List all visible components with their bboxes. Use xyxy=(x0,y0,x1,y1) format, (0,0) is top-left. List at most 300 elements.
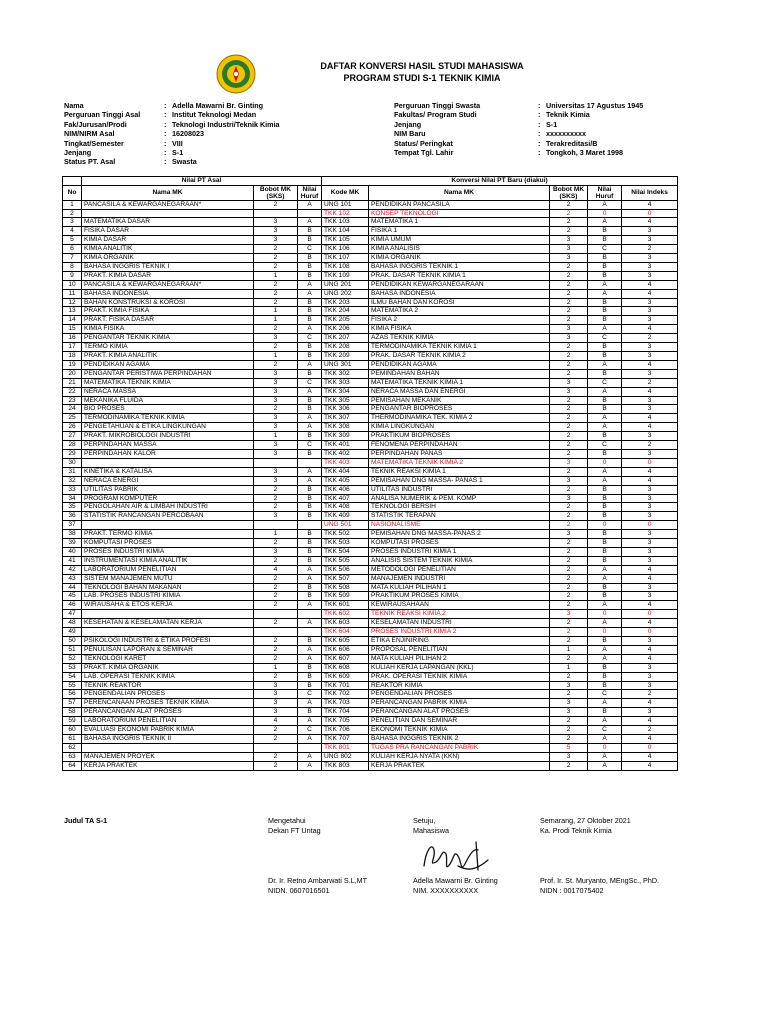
cell-nama-mk-baru: BAHASA INDONESIA xyxy=(369,289,550,298)
cell-kode-mk: TKK 704 xyxy=(322,708,369,717)
cell-bobot: 1 xyxy=(254,432,298,441)
cell-nilai-huruf-baru: 0 xyxy=(588,458,622,467)
cell-bobot: 2 xyxy=(254,645,298,654)
cell-bobot-baru: 3 xyxy=(550,681,588,690)
cell-nama-mk: FISIKA DASAR xyxy=(82,227,254,236)
cell-nilai-huruf: B xyxy=(298,271,322,280)
mahasiswa-block xyxy=(413,816,449,836)
cell-nama-mk: TERMO KIMIA xyxy=(82,343,254,352)
cell-nilai-huruf-baru: A xyxy=(588,654,622,663)
cell-kode-mk: TKK 606 xyxy=(322,645,369,654)
info-label: Status/ Peringkat xyxy=(394,138,453,148)
info-label: Fak/Jurusan/Prodi xyxy=(64,119,127,129)
cell-nama-mk: PRAKT. KIMIA ANALITIK xyxy=(82,352,254,361)
cell-bobot: 3 xyxy=(254,334,298,343)
cell-nilai-huruf xyxy=(298,458,322,467)
kaprodi-signature xyxy=(540,876,659,896)
cell-nilai-huruf-baru: A xyxy=(588,699,622,708)
cell-nama-mk: LAB. OPERASI TEKNIK KIMIA xyxy=(82,672,254,681)
cell-nama-mk: BAHASA INGGRIS TEKNIK II xyxy=(82,734,254,743)
cell-bobot-baru: 2 xyxy=(550,654,588,663)
cell-nilai-indeks: 3 xyxy=(622,254,678,263)
cell-bobot: 3 xyxy=(254,681,298,690)
cell-no: 22 xyxy=(63,387,82,396)
cell-kode-mk: TKK 504 xyxy=(322,547,369,556)
cell-nilai-indeks: 3 xyxy=(622,583,678,592)
info-colon: : xyxy=(164,129,167,139)
cell-nilai-huruf-baru: B xyxy=(588,449,622,458)
cell-kode-mk: UNG 201 xyxy=(322,280,369,289)
cell-bobot-baru: 1 xyxy=(550,645,588,654)
cell-nilai-huruf: C xyxy=(298,441,322,450)
cell-nama-mk: KINETIKA & KATALISA xyxy=(82,467,254,476)
cell-nama-mk: KERJA PRAKTEK xyxy=(82,761,254,770)
table-row xyxy=(63,378,678,387)
cell-nilai-huruf-baru: A xyxy=(588,414,622,423)
cell-no: 62 xyxy=(63,743,82,752)
cell-nama-mk-baru: TEKNIK REAKSI KIMIA 2 xyxy=(369,610,550,619)
table-row xyxy=(63,663,678,672)
cell-bobot-baru: 2 xyxy=(550,360,588,369)
cell-nilai-huruf-baru: A xyxy=(588,761,622,770)
table-row xyxy=(63,583,678,592)
cell-bobot-baru: 2 xyxy=(550,637,588,646)
cell-kode-mk: TKK 103 xyxy=(322,218,369,227)
info-label: Jenjang xyxy=(64,148,92,158)
cell-nilai-huruf: A xyxy=(298,574,322,583)
cell-nama-mk-baru: PROPOSAL PENELITIAN xyxy=(369,645,550,654)
cell-kode-mk: TKK 502 xyxy=(322,530,369,539)
cell-kode-mk: TKK 109 xyxy=(322,271,369,280)
cell-no: 54 xyxy=(63,672,82,681)
dekan-signature xyxy=(268,876,367,896)
cell-nama-mk-baru: KOMPUTASI PROSES xyxy=(369,539,550,548)
cell-no: 5 xyxy=(63,236,82,245)
cell-nama-mk: STATISTIK RANCANGAN PERCOBAAN xyxy=(82,512,254,521)
cell-nilai-huruf: B xyxy=(298,405,322,414)
dekan-title: Dekan FT Untag xyxy=(268,826,321,835)
cell-nama-mk-baru: PENDIDIKAN AGAMA xyxy=(369,360,550,369)
cell-bobot-baru: 2 xyxy=(550,619,588,628)
cell-nama-mk-baru: BAHASA INGGRIS TEKNIK 2 xyxy=(369,734,550,743)
cell-nilai-huruf-baru: B xyxy=(588,405,622,414)
cell-bobot-baru: 2 xyxy=(550,405,588,414)
col-bobot-baru: Bobot MK (SKS) xyxy=(550,185,588,200)
cell-kode-mk: TKK 207 xyxy=(322,334,369,343)
cell-nilai-huruf-baru: A xyxy=(588,601,622,610)
cell-bobot: 2 xyxy=(254,601,298,610)
info-colon: : xyxy=(164,119,167,129)
cell-nama-mk: PENGETAHUAN & ETIKA LINGKUNGAN xyxy=(82,423,254,432)
cell-bobot-baru: 2 xyxy=(550,565,588,574)
info-row xyxy=(394,139,643,148)
cell-kode-mk: TKK 302 xyxy=(322,369,369,378)
cell-nilai-huruf: C xyxy=(298,334,322,343)
cell-nilai-indeks: 4 xyxy=(622,414,678,423)
info-value: Adella Mawarni Br. Ginting xyxy=(172,101,264,110)
cell-bobot-baru: 2 xyxy=(550,218,588,227)
cell-nama-mk-baru: KIMIA UMUM xyxy=(369,236,550,245)
cell-nilai-huruf-baru: B xyxy=(588,271,622,280)
cell-nama-mk: PERENCANAAN PROSES TEKNIK KIMIA xyxy=(82,699,254,708)
cell-nama-mk-baru: PRAK. DASAR TEKNIK KIMIA 1 xyxy=(369,271,550,280)
cell-bobot-baru: 3 xyxy=(550,708,588,717)
cell-bobot: 1 xyxy=(254,307,298,316)
cell-no: 29 xyxy=(63,449,82,458)
cell-nama-mk-baru: KIMIA ANALISIS xyxy=(369,245,550,254)
cell-nama-mk: PANCASILA & KEWARGANEGARAAN* xyxy=(82,280,254,289)
cell-nilai-indeks: 3 xyxy=(622,396,678,405)
cell-no: 9 xyxy=(63,271,82,280)
cell-nilai-huruf-baru: A xyxy=(588,574,622,583)
info-colon: : xyxy=(164,138,167,148)
cell-nama-mk: KIMIA ORGANIK xyxy=(82,254,254,263)
cell-nama-mk-baru: NERACA MASSA DAN ENERGI xyxy=(369,387,550,396)
cell-no: 49 xyxy=(63,628,82,637)
col-bobot: Bobot MK (SKS) xyxy=(254,185,298,200)
table-row xyxy=(63,423,678,432)
cell-bobot: 2 xyxy=(254,254,298,263)
table-row xyxy=(63,654,678,663)
cell-no: 6 xyxy=(63,245,82,254)
cell-nilai-huruf-baru: B xyxy=(588,663,622,672)
cell-nama-mk-baru: PEMINDAHAN BAHAN xyxy=(369,369,550,378)
cell-bobot-baru: 2 xyxy=(550,539,588,548)
table-row xyxy=(63,441,678,450)
cell-nilai-huruf: A xyxy=(298,619,322,628)
student-signature xyxy=(418,836,494,880)
cell-nama-mk-baru: KIMIA FISIKA xyxy=(369,325,550,334)
info-value: Institut Teknologi Medan xyxy=(172,110,257,120)
cell-nilai-indeks: 3 xyxy=(622,708,678,717)
cell-nilai-huruf: A xyxy=(298,360,322,369)
cell-bobot-baru: 3 xyxy=(550,378,588,387)
cell-bobot: 1 xyxy=(254,530,298,539)
cell-no: 41 xyxy=(63,556,82,565)
cell-no: 11 xyxy=(63,289,82,298)
cell-no: 14 xyxy=(63,316,82,325)
cell-nama-mk-baru: MATA KULIAH PILIHAN 1 xyxy=(369,583,550,592)
cell-nama-mk-baru: PROSES INDUSTRI KIMIA 2 xyxy=(369,628,550,637)
cell-no: 13 xyxy=(63,307,82,316)
cell-nilai-huruf-baru: 0 xyxy=(588,209,622,218)
table-row xyxy=(63,512,678,521)
cell-nama-mk: TEKNOLOGI KARET xyxy=(82,654,254,663)
cell-kode-mk: TKK 104 xyxy=(322,227,369,236)
table-row xyxy=(63,218,678,227)
cell-bobot-baru: 2 xyxy=(550,441,588,450)
kaprodi-name: Prof. Ir. St. Muryanto, MEngSc., PhD. xyxy=(540,876,660,885)
table-row xyxy=(63,405,678,414)
cell-nilai-huruf: A xyxy=(298,218,322,227)
cell-nilai-huruf-baru: B xyxy=(588,298,622,307)
cell-no: 15 xyxy=(63,325,82,334)
cell-nilai-indeks: 2 xyxy=(622,690,678,699)
table-row xyxy=(63,343,678,352)
mahasiswa-nim: NIM. XXXXXXXXXX xyxy=(413,886,479,895)
info-colon: : xyxy=(538,148,541,158)
cell-kode-mk: TKK 609 xyxy=(322,672,369,681)
info-label: Perguruan Tinggi Swasta xyxy=(394,101,481,110)
info-row xyxy=(64,129,280,138)
cell-nama-mk-baru: THERMODINAMIKA TEK. KIMIA 2 xyxy=(369,414,550,423)
cell-nilai-huruf-baru: A xyxy=(588,325,622,334)
cell-no: 18 xyxy=(63,352,82,361)
info-value: Terakreditasi/B xyxy=(546,138,598,148)
cell-nama-mk-baru: KIMIA LINGKUNGAN xyxy=(369,423,550,432)
cell-bobot-baru: 1 xyxy=(550,663,588,672)
cell-nama-mk-baru: FENOMENA PERPINDAHAN xyxy=(369,441,550,450)
cell-nama-mk-baru: MATEMATIKA TEKNIK KIMIA 2 xyxy=(369,458,550,467)
cell-kode-mk: TKK 507 xyxy=(322,574,369,583)
cell-kode-mk: TKK 406 xyxy=(322,485,369,494)
cell-nilai-indeks: 0 xyxy=(622,209,678,218)
cell-nilai-indeks: 3 xyxy=(622,485,678,494)
cell-nilai-huruf-baru: B xyxy=(588,352,622,361)
cell-nilai-huruf: B xyxy=(298,494,322,503)
cell-nilai-indeks: 4 xyxy=(622,574,678,583)
cell-kode-mk: TKK 602 xyxy=(322,610,369,619)
cell-kode-mk: TKK 603 xyxy=(322,619,369,628)
cell-bobot: 1 xyxy=(254,271,298,280)
cell-nilai-huruf-baru: B xyxy=(588,485,622,494)
cell-bobot-baru: 3 xyxy=(550,334,588,343)
cell-nilai-huruf-baru: B xyxy=(588,672,622,681)
cell-nama-mk: BIO PROSES xyxy=(82,405,254,414)
cell-nilai-huruf: B xyxy=(298,539,322,548)
cell-bobot-baru: 3 xyxy=(550,494,588,503)
cell-nilai-indeks: 4 xyxy=(622,218,678,227)
cell-no: 43 xyxy=(63,574,82,583)
cell-nama-mk-baru: PROSES INDUSTRI KIMIA 1 xyxy=(369,547,550,556)
cell-nilai-huruf: A xyxy=(298,414,322,423)
cell-nilai-huruf: B xyxy=(298,307,322,316)
cell-no: 2 xyxy=(63,209,82,218)
table-row xyxy=(63,547,678,556)
cell-bobot: 1 xyxy=(254,316,298,325)
table-row xyxy=(63,316,678,325)
cell-bobot-baru: 2 xyxy=(550,449,588,458)
table-row xyxy=(63,619,678,628)
cell-bobot: 3 xyxy=(254,387,298,396)
blank-header xyxy=(63,177,82,186)
cell-kode-mk: TKK 305 xyxy=(322,396,369,405)
baru-group-header: Konversi Nilai PT Baru (diakui) xyxy=(322,177,678,186)
cell-nilai-indeks: 2 xyxy=(622,334,678,343)
cell-nilai-huruf-baru: A xyxy=(588,734,622,743)
table-row xyxy=(63,449,678,458)
cell-no: 58 xyxy=(63,708,82,717)
cell-nama-mk: PROSES INDUSTRI KIMIA xyxy=(82,547,254,556)
table-row xyxy=(63,494,678,503)
cell-bobot-baru: 3 xyxy=(550,699,588,708)
cell-nilai-huruf-baru: B xyxy=(588,262,622,271)
cell-nama-mk-baru: KEWIRAUSAHAAN xyxy=(369,601,550,610)
cell-nilai-huruf-baru: B xyxy=(588,547,622,556)
cell-kode-mk: TKK 505 xyxy=(322,556,369,565)
cell-no: 64 xyxy=(63,761,82,770)
cell-nilai-huruf-baru: B xyxy=(588,708,622,717)
cell-nilai-huruf-baru: A xyxy=(588,289,622,298)
cell-nilai-huruf: C xyxy=(298,726,322,735)
cell-nama-mk-baru: REAKTOR KIMIA xyxy=(369,681,550,690)
cell-no: 63 xyxy=(63,752,82,761)
cell-nama-mk-baru: ANALISA NUMERIK & PEM. KOMP xyxy=(369,494,550,503)
dekan-name: Dr. Ir. Retno Ambarwati S.L,MT xyxy=(268,876,368,885)
cell-bobot: 2 xyxy=(254,752,298,761)
col-nilai-indeks: Nilai Indeks xyxy=(622,185,678,200)
info-label: Fakultas/ Program Studi xyxy=(394,110,477,120)
cell-nilai-indeks: 4 xyxy=(622,565,678,574)
cell-bobot xyxy=(254,628,298,637)
cell-nilai-huruf-baru: A xyxy=(588,645,622,654)
cell-nilai-huruf-baru: B xyxy=(588,592,622,601)
cell-bobot-baru: 2 xyxy=(550,503,588,512)
table-row xyxy=(63,637,678,646)
student-info-left xyxy=(64,101,280,167)
cell-kode-mk: TKK 108 xyxy=(322,262,369,271)
cell-nama-mk-baru: KONSEP TEKNOLOGI xyxy=(369,209,550,218)
cell-bobot: 3 xyxy=(254,512,298,521)
cell-bobot: 2 xyxy=(254,494,298,503)
cell-nilai-huruf-baru: C xyxy=(588,690,622,699)
cell-nilai-huruf-baru: A xyxy=(588,467,622,476)
cell-nilai-huruf: A xyxy=(298,752,322,761)
cell-nama-mk: PRAKT. FISIKA DASAR xyxy=(82,316,254,325)
cell-bobot-baru: 2 xyxy=(550,485,588,494)
cell-nama-mk: PROGRAM KOMPUTER xyxy=(82,494,254,503)
info-colon: : xyxy=(538,110,541,120)
cell-bobot-baru: 3 xyxy=(550,325,588,334)
cell-nilai-indeks: 0 xyxy=(622,628,678,637)
table-row xyxy=(63,699,678,708)
cell-nama-mk-baru: BAHASA INGGRIS TEKNIK 1 xyxy=(369,262,550,271)
cell-nama-mk-baru: ETIKA ENJINIRING xyxy=(369,637,550,646)
col-kode-mk: Kode MK xyxy=(322,185,369,200)
cell-bobot: 3 xyxy=(254,218,298,227)
cell-nilai-indeks: 3 xyxy=(622,556,678,565)
cell-nama-mk-baru: PENGANTAR BIOPROSES xyxy=(369,405,550,414)
cell-nama-mk xyxy=(82,610,254,619)
cell-bobot: 3 xyxy=(254,227,298,236)
cell-nilai-huruf: A xyxy=(298,645,322,654)
info-colon: : xyxy=(538,138,541,148)
info-row xyxy=(64,110,280,119)
cell-nama-mk-baru: STATISTIK TERAPAN xyxy=(369,512,550,521)
cell-nilai-huruf-baru: B xyxy=(588,307,622,316)
cell-bobot: 1 xyxy=(254,352,298,361)
cell-nama-mk: PENULISAN LAPORAN & SEMINAR xyxy=(82,645,254,654)
cell-nama-mk: UTILITAS PABRIK xyxy=(82,485,254,494)
cell-nilai-huruf: B xyxy=(298,352,322,361)
cell-nilai-indeks: 4 xyxy=(622,289,678,298)
info-colon: : xyxy=(164,157,167,167)
cell-nilai-indeks: 4 xyxy=(622,645,678,654)
cell-nilai-huruf: B xyxy=(298,672,322,681)
cell-nilai-huruf xyxy=(298,628,322,637)
cell-nilai-indeks: 4 xyxy=(622,619,678,628)
info-value: 16208023 xyxy=(172,129,204,139)
asal-group-header: Nilai PT Asal xyxy=(82,177,322,186)
cell-kode-mk: TKK 204 xyxy=(322,307,369,316)
cell-bobot: 3 xyxy=(254,699,298,708)
table-row xyxy=(63,672,678,681)
cell-bobot: 3 xyxy=(254,378,298,387)
cell-no: 53 xyxy=(63,663,82,672)
cell-nilai-indeks: 4 xyxy=(622,280,678,289)
cell-bobot: 2 xyxy=(254,734,298,743)
cell-nama-mk: PENDIDIKAN AGAMA xyxy=(82,360,254,369)
info-value: VIII xyxy=(172,138,183,148)
cell-nama-mk-baru: PEMISAHAN MEKANIK xyxy=(369,396,550,405)
table-row xyxy=(63,690,678,699)
cell-kode-mk: TKK 401 xyxy=(322,441,369,450)
date-place: Semarang, 27 Oktober 2021 xyxy=(540,816,631,825)
table-row xyxy=(63,289,678,298)
cell-nama-mk-baru: KULIAH KERJA NYATA (KKN) xyxy=(369,752,550,761)
kaprodi-title: Ka. Prodi Teknik Kimia xyxy=(540,826,612,835)
student-info-right xyxy=(394,101,643,157)
col-nama-mk: Nama MK xyxy=(82,185,254,200)
cell-nama-mk: KESEHATAN & KESELAMATAN KERJA xyxy=(82,619,254,628)
cell-bobot: 2 xyxy=(254,343,298,352)
cell-kode-mk: TKK 208 xyxy=(322,343,369,352)
cell-no: 32 xyxy=(63,476,82,485)
info-value: Swasta xyxy=(172,157,197,167)
cell-bobot xyxy=(254,458,298,467)
cell-nama-mk: PENGANTAR PERISTIWA PERPINDAHAN xyxy=(82,369,254,378)
cell-nilai-huruf: B xyxy=(298,298,322,307)
cell-nilai-indeks: 0 xyxy=(622,458,678,467)
cell-nilai-indeks: 4 xyxy=(622,752,678,761)
cell-nama-mk-baru: TERMODINAMIKA TEKNIK KIMIA 1 xyxy=(369,343,550,352)
cell-nilai-huruf-baru: A xyxy=(588,218,622,227)
cell-nilai-indeks: 3 xyxy=(622,672,678,681)
table-row xyxy=(63,743,678,752)
cell-nilai-huruf: B xyxy=(298,343,322,352)
cell-nilai-indeks: 3 xyxy=(622,432,678,441)
cell-no: 17 xyxy=(63,343,82,352)
cell-nama-mk: TEKNOLOGI BAHAN MAKANAN xyxy=(82,583,254,592)
cell-nilai-huruf-baru: B xyxy=(588,503,622,512)
cell-nilai-huruf: A xyxy=(298,761,322,770)
cell-bobot xyxy=(254,521,298,530)
info-row xyxy=(64,148,280,157)
cell-kode-mk: TKK 308 xyxy=(322,423,369,432)
cell-nilai-huruf-baru: B xyxy=(588,236,622,245)
cell-kode-mk: TKK 803 xyxy=(322,761,369,770)
cell-bobot: 2 xyxy=(254,503,298,512)
cell-kode-mk: TKK 408 xyxy=(322,503,369,512)
cell-nilai-huruf: B xyxy=(298,592,322,601)
info-value: xxxxxxxxxx xyxy=(546,129,586,139)
table-row xyxy=(63,458,678,467)
cell-nama-mk-baru: MANAJEMEN INDUSTRI xyxy=(369,574,550,583)
cell-bobot-baru: 2 xyxy=(550,396,588,405)
cell-bobot-baru: 2 xyxy=(550,423,588,432)
cell-kode-mk: TKK 801 xyxy=(322,743,369,752)
cell-bobot-baru: 2 xyxy=(550,316,588,325)
info-colon: : xyxy=(164,101,167,110)
cell-nama-mk-baru: PERANCANGAN PABRIK KIMIA xyxy=(369,699,550,708)
cell-kode-mk: TKK 705 xyxy=(322,717,369,726)
table-row xyxy=(63,761,678,770)
header-row xyxy=(63,185,678,200)
info-label: Status PT. Asal xyxy=(64,157,116,167)
info-value: Teknik Kimia xyxy=(546,110,590,120)
table-row xyxy=(63,467,678,476)
cell-nama-mk: PENGANTAR TEKNIK KIMIA xyxy=(82,334,254,343)
